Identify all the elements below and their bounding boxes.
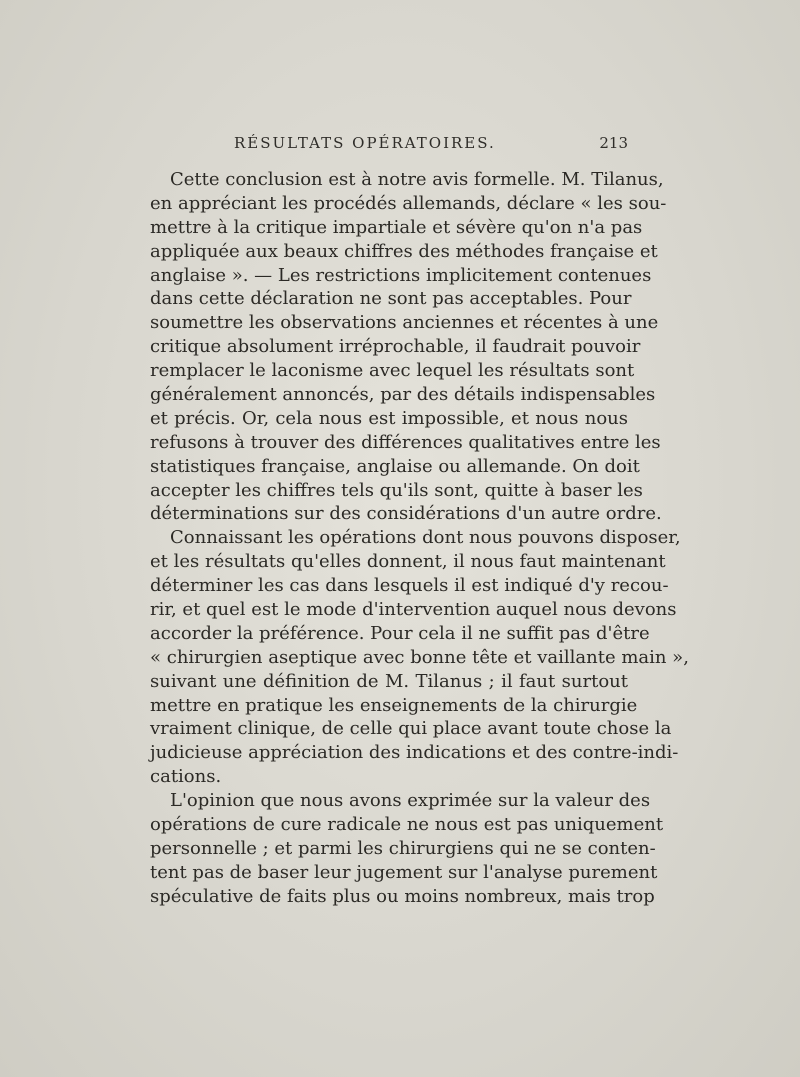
text-line: vraiment clinique, de celle qui place avant toute chose la xyxy=(150,718,672,740)
text-line: et les résultats qu'elles donnent, il nous faut maintenant xyxy=(150,551,666,573)
text-line: personnelle ; et parmi les chirurgiens qui ne se conten- xyxy=(150,837,656,859)
text-line: judicieuse appréciation des indications et des contre-indi- xyxy=(150,742,679,764)
text-line: mettre en pratique les enseignements de la chirurgie xyxy=(150,694,638,716)
text-line: anglaise ». — Les restrictions implicitement contenues xyxy=(150,264,652,286)
text-line: cations. xyxy=(150,766,222,788)
text-line: généralement annoncés, par des détails indispensables xyxy=(150,384,656,406)
text-line: en appréciant les procédés allemands, déclare « les sou- xyxy=(150,192,667,214)
text-line: statistiques française, anglaise ou allemande. On doit xyxy=(150,455,640,477)
text-line: et précis. Or, cela nous est impossible, et nous nous xyxy=(150,407,628,429)
text-line: remplacer le laconisme avec lequel les résultats sont xyxy=(150,360,635,382)
text-line: rir, et quel est le mode d'intervention auquel nous devons xyxy=(150,599,677,621)
text-line: tent pas de baser leur jugement sur l'analyse purement xyxy=(150,861,658,883)
text-line: Connaissant les opérations dont nous pouvons disposer, xyxy=(170,527,681,549)
text-line: suivant une définition de M. Tilanus ; il faut surtout xyxy=(150,670,628,692)
running-head: RÉSULTATS OPÉRATOIRES. xyxy=(234,134,496,152)
text-line: dans cette déclaration ne sont pas acceptables. Pour xyxy=(150,288,632,310)
text-line: opérations de cure radicale ne nous est pas uniquement xyxy=(150,814,664,836)
text-line: accorder la préférence. Pour cela il ne suffit pas d'être xyxy=(150,622,650,644)
text-line: spéculative de faits plus ou moins nombreux, mais trop xyxy=(150,885,655,907)
text-line: appliquée aux beaux chiffres des méthodes française et xyxy=(150,240,658,262)
page-header xyxy=(150,134,628,154)
text-line: déterminer les cas dans lesquels il est indiqué d'y recou- xyxy=(150,575,669,597)
text-line: refusons à trouver des différences qualitatives entre les xyxy=(150,431,661,453)
text-line: déterminations sur des considérations d'un autre ordre. xyxy=(150,503,662,525)
text-line: soumettre les observations anciennes et récentes à une xyxy=(150,312,659,334)
text-line: « chirurgien aseptique avec bonne tête et vaillante main », xyxy=(150,646,689,668)
text-line: Cette conclusion est à notre avis formelle. M. Tilanus, xyxy=(170,169,664,190)
body-text xyxy=(150,168,689,909)
text-line: L'opinion que nous avons exprimée sur la valeur des xyxy=(170,790,651,812)
text-line: critique absolument irréprochable, il faudrait pouvoir xyxy=(150,336,641,358)
text-line: accepter les chiffres tels qu'ils sont, quitte à baser les xyxy=(150,479,643,501)
page-number: 213 xyxy=(599,134,628,152)
text-line: mettre à la critique impartiale et sévère qu'on n'a pas xyxy=(150,216,643,238)
